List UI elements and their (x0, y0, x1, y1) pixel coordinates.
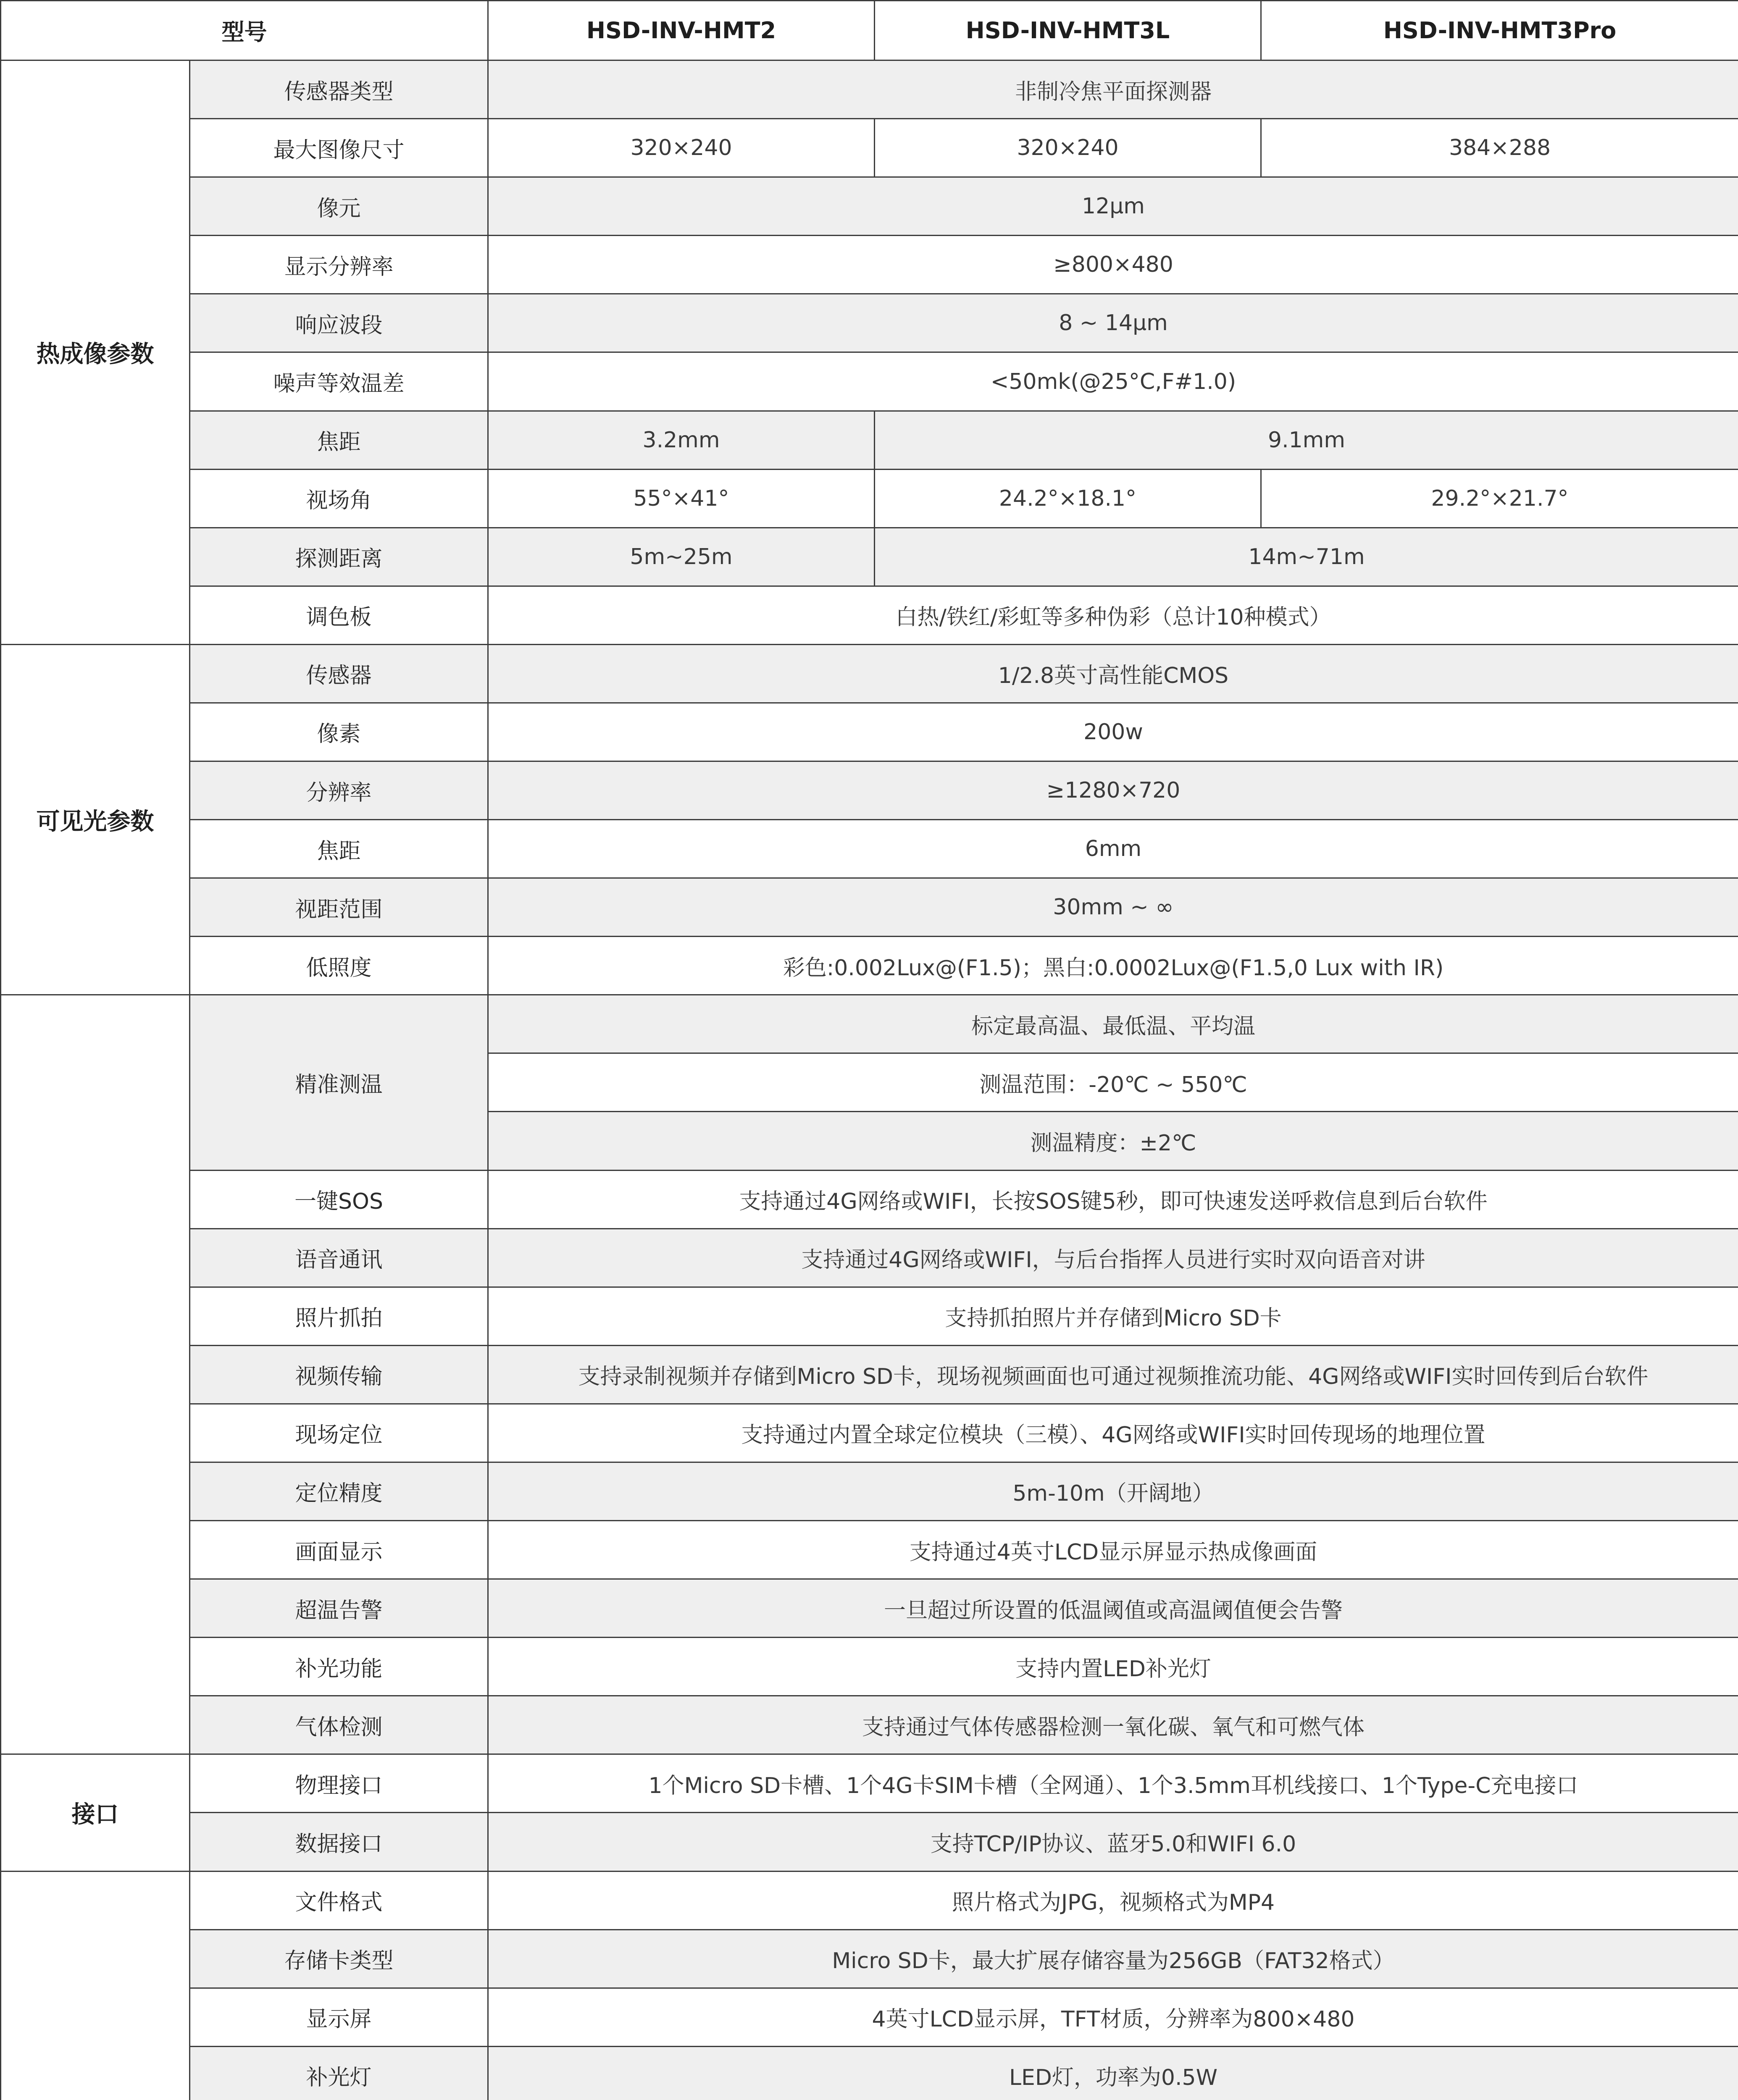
row-label: 像素 (190, 703, 488, 761)
row-value: 5m~25m (488, 528, 875, 586)
row-value: 320×240 (875, 119, 1261, 177)
table-row (1, 1462, 1738, 1520)
row-value: 1/2.8英寸高性能CMOS (488, 644, 1738, 703)
table-row (1, 1929, 1738, 1988)
table-row (1, 177, 1738, 236)
row-value: 200w (488, 703, 1738, 761)
row-value: 测温精度：±2℃ (488, 1112, 1738, 1170)
table-row (1, 411, 1738, 469)
row-label: 最大图像尺寸 (190, 119, 488, 177)
row-value: ≥800×480 (488, 236, 1738, 294)
row-value: 30mm ~ ∞ (488, 878, 1738, 937)
table-row (1, 469, 1738, 528)
row-value: 支持通过内置全球定位模块（三模）、4G网络或WIFI实时回传现场的地理位置 (488, 1404, 1738, 1462)
row-label: 焦距 (190, 820, 488, 878)
row-label: 响应波段 (190, 294, 488, 352)
row-value: 非制冷焦平面探测器 (488, 60, 1738, 119)
row-label: 焦距 (190, 411, 488, 469)
row-value: 320×240 (488, 119, 875, 177)
table-row (1, 1287, 1738, 1345)
row-value: <50mk(@25°C,F#1.0) (488, 352, 1738, 411)
row-value: 支持录制视频并存储到Micro SD卡，现场视频画面也可通过视频推流功能、4G网络或WIFI实时回传到后台软件 (488, 1345, 1738, 1404)
row-value: 12μm (488, 177, 1738, 236)
row-label: 传感器类型 (190, 60, 488, 119)
row-value: 29.2°×21.7° (1261, 469, 1738, 528)
row-label: 画面显示 (190, 1521, 488, 1579)
table-row (1, 1813, 1738, 1871)
row-label: 调色板 (190, 586, 488, 644)
group-interface: 接口 (1, 1754, 190, 1871)
table-row (1, 820, 1738, 878)
row-value: 支持通过气体传感器检测一氧化碳、氧气和可燃气体 (488, 1696, 1738, 1754)
row-label: 显示分辨率 (190, 236, 488, 294)
row-value: 3.2mm (488, 411, 875, 469)
row-value: 55°×41° (488, 469, 875, 528)
row-label: 视场角 (190, 469, 488, 528)
table-row (1, 1228, 1738, 1287)
row-label: 视频传输 (190, 1345, 488, 1404)
row-value: 支持内置LED补光灯 (488, 1638, 1738, 1696)
group-general (1, 1871, 190, 2100)
table-row (1, 761, 1738, 820)
row-value: 一旦超过所设置的低温阈值或高温阈值便会告警 (488, 1579, 1738, 1638)
table-row (1, 995, 1738, 1053)
table-row (1, 1754, 1738, 1813)
row-value: 白热/铁红/彩虹等多种伪彩（总计10种模式） (488, 586, 1738, 644)
row-label: 像元 (190, 177, 488, 236)
table-row (1, 878, 1738, 937)
row-value: Micro SD卡，最大扩展存储容量为256GB（FAT32格式） (488, 1929, 1738, 1988)
table-row (1, 1404, 1738, 1462)
table-row (1, 60, 1738, 119)
table-row (1, 1638, 1738, 1696)
table-row (1, 294, 1738, 352)
row-value: 24.2°×18.1° (875, 469, 1261, 528)
table-row (1, 1696, 1738, 1754)
row-value: 支持TCP/IP协议、蓝牙5.0和WIFI 6.0 (488, 1813, 1738, 1871)
group-thermal: 热成像参数 (1, 60, 190, 645)
model-header-hmt3l: HSD-INV-HMT3L (875, 1, 1261, 60)
row-value: 照片格式为JPG，视频格式为MP4 (488, 1871, 1738, 1929)
row-label: 补光功能 (190, 1638, 488, 1696)
table-row (1, 1345, 1738, 1404)
table-row (1, 644, 1738, 703)
row-label: 气体检测 (190, 1696, 488, 1754)
row-label: 补光灯 (190, 2046, 488, 2100)
model-header-label: 型号 (1, 1, 488, 60)
row-label: 噪声等效温差 (190, 352, 488, 411)
row-label: 探测距离 (190, 528, 488, 586)
row-value: 支持抓拍照片并存储到Micro SD卡 (488, 1287, 1738, 1345)
row-label: 精准测温 (190, 995, 488, 1170)
table-row (1, 528, 1738, 586)
table-row (1, 236, 1738, 294)
model-header-hmt2: HSD-INV-HMT2 (488, 1, 875, 60)
table-row (1, 586, 1738, 644)
row-label: 现场定位 (190, 1404, 488, 1462)
table-row (1, 937, 1738, 995)
row-value: 支持通过4G网络或WIFI，与后台指挥人员进行实时双向语音对讲 (488, 1228, 1738, 1287)
table-row (1, 352, 1738, 411)
group-functions (1, 995, 190, 1754)
row-value: 5m-10m（开阔地） (488, 1462, 1738, 1520)
row-value: 384×288 (1261, 119, 1738, 177)
header-row (1, 1, 1738, 60)
table-row (1, 1579, 1738, 1638)
row-label: 超温告警 (190, 1579, 488, 1638)
row-value: 1个Micro SD卡槽、1个4G卡SIM卡槽（全网通）、1个3.5mm耳机线接口、1个Type-C充电接口 (488, 1754, 1738, 1813)
row-value: 8 ~ 14μm (488, 294, 1738, 352)
table-row (1, 2046, 1738, 2100)
row-value: 支持通过4英寸LCD显示屏显示热成像画面 (488, 1521, 1738, 1579)
table-row (1, 1871, 1738, 1929)
row-value: 测温范围：-20℃ ~ 550℃ (488, 1053, 1738, 1112)
row-label: 文件格式 (190, 1871, 488, 1929)
row-value: ≥1280×720 (488, 761, 1738, 820)
row-label: 定位精度 (190, 1462, 488, 1520)
row-value: LED灯，功率为0.5W (488, 2046, 1738, 2100)
model-header-hmt3pro: HSD-INV-HMT3Pro (1261, 1, 1738, 60)
row-label: 分辨率 (190, 761, 488, 820)
row-value: 14m~71m (875, 528, 1738, 586)
table-row (1, 1521, 1738, 1579)
table-row (1, 1170, 1738, 1228)
row-label: 照片抓拍 (190, 1287, 488, 1345)
table-row (1, 119, 1738, 177)
row-label: 低照度 (190, 937, 488, 995)
row-value: 4英寸LCD显示屏，TFT材质，分辨率为800×480 (488, 1988, 1738, 2046)
row-label: 一键SOS (190, 1170, 488, 1228)
row-label: 物理接口 (190, 1754, 488, 1813)
row-label: 视距范围 (190, 878, 488, 937)
row-label: 数据接口 (190, 1813, 488, 1871)
table-row (1, 703, 1738, 761)
row-label: 存储卡类型 (190, 1929, 488, 1988)
row-value: 彩色:0.002Lux@(F1.5)；黑白:0.0002Lux@(F1.5,0 Lux with IR) (488, 937, 1738, 995)
row-label: 语音通讯 (190, 1228, 488, 1287)
group-visible: 可见光参数 (1, 644, 190, 995)
row-label: 显示屏 (190, 1988, 488, 2046)
row-value: 标定最高温、最低温、平均温 (488, 995, 1738, 1053)
row-value: 6mm (488, 820, 1738, 878)
row-label: 传感器 (190, 644, 488, 703)
row-value: 9.1mm (875, 411, 1738, 469)
table-row (1, 1988, 1738, 2046)
row-value: 支持通过4G网络或WIFI，长按SOS键5秒，即可快速发送呼救信息到后台软件 (488, 1170, 1738, 1228)
